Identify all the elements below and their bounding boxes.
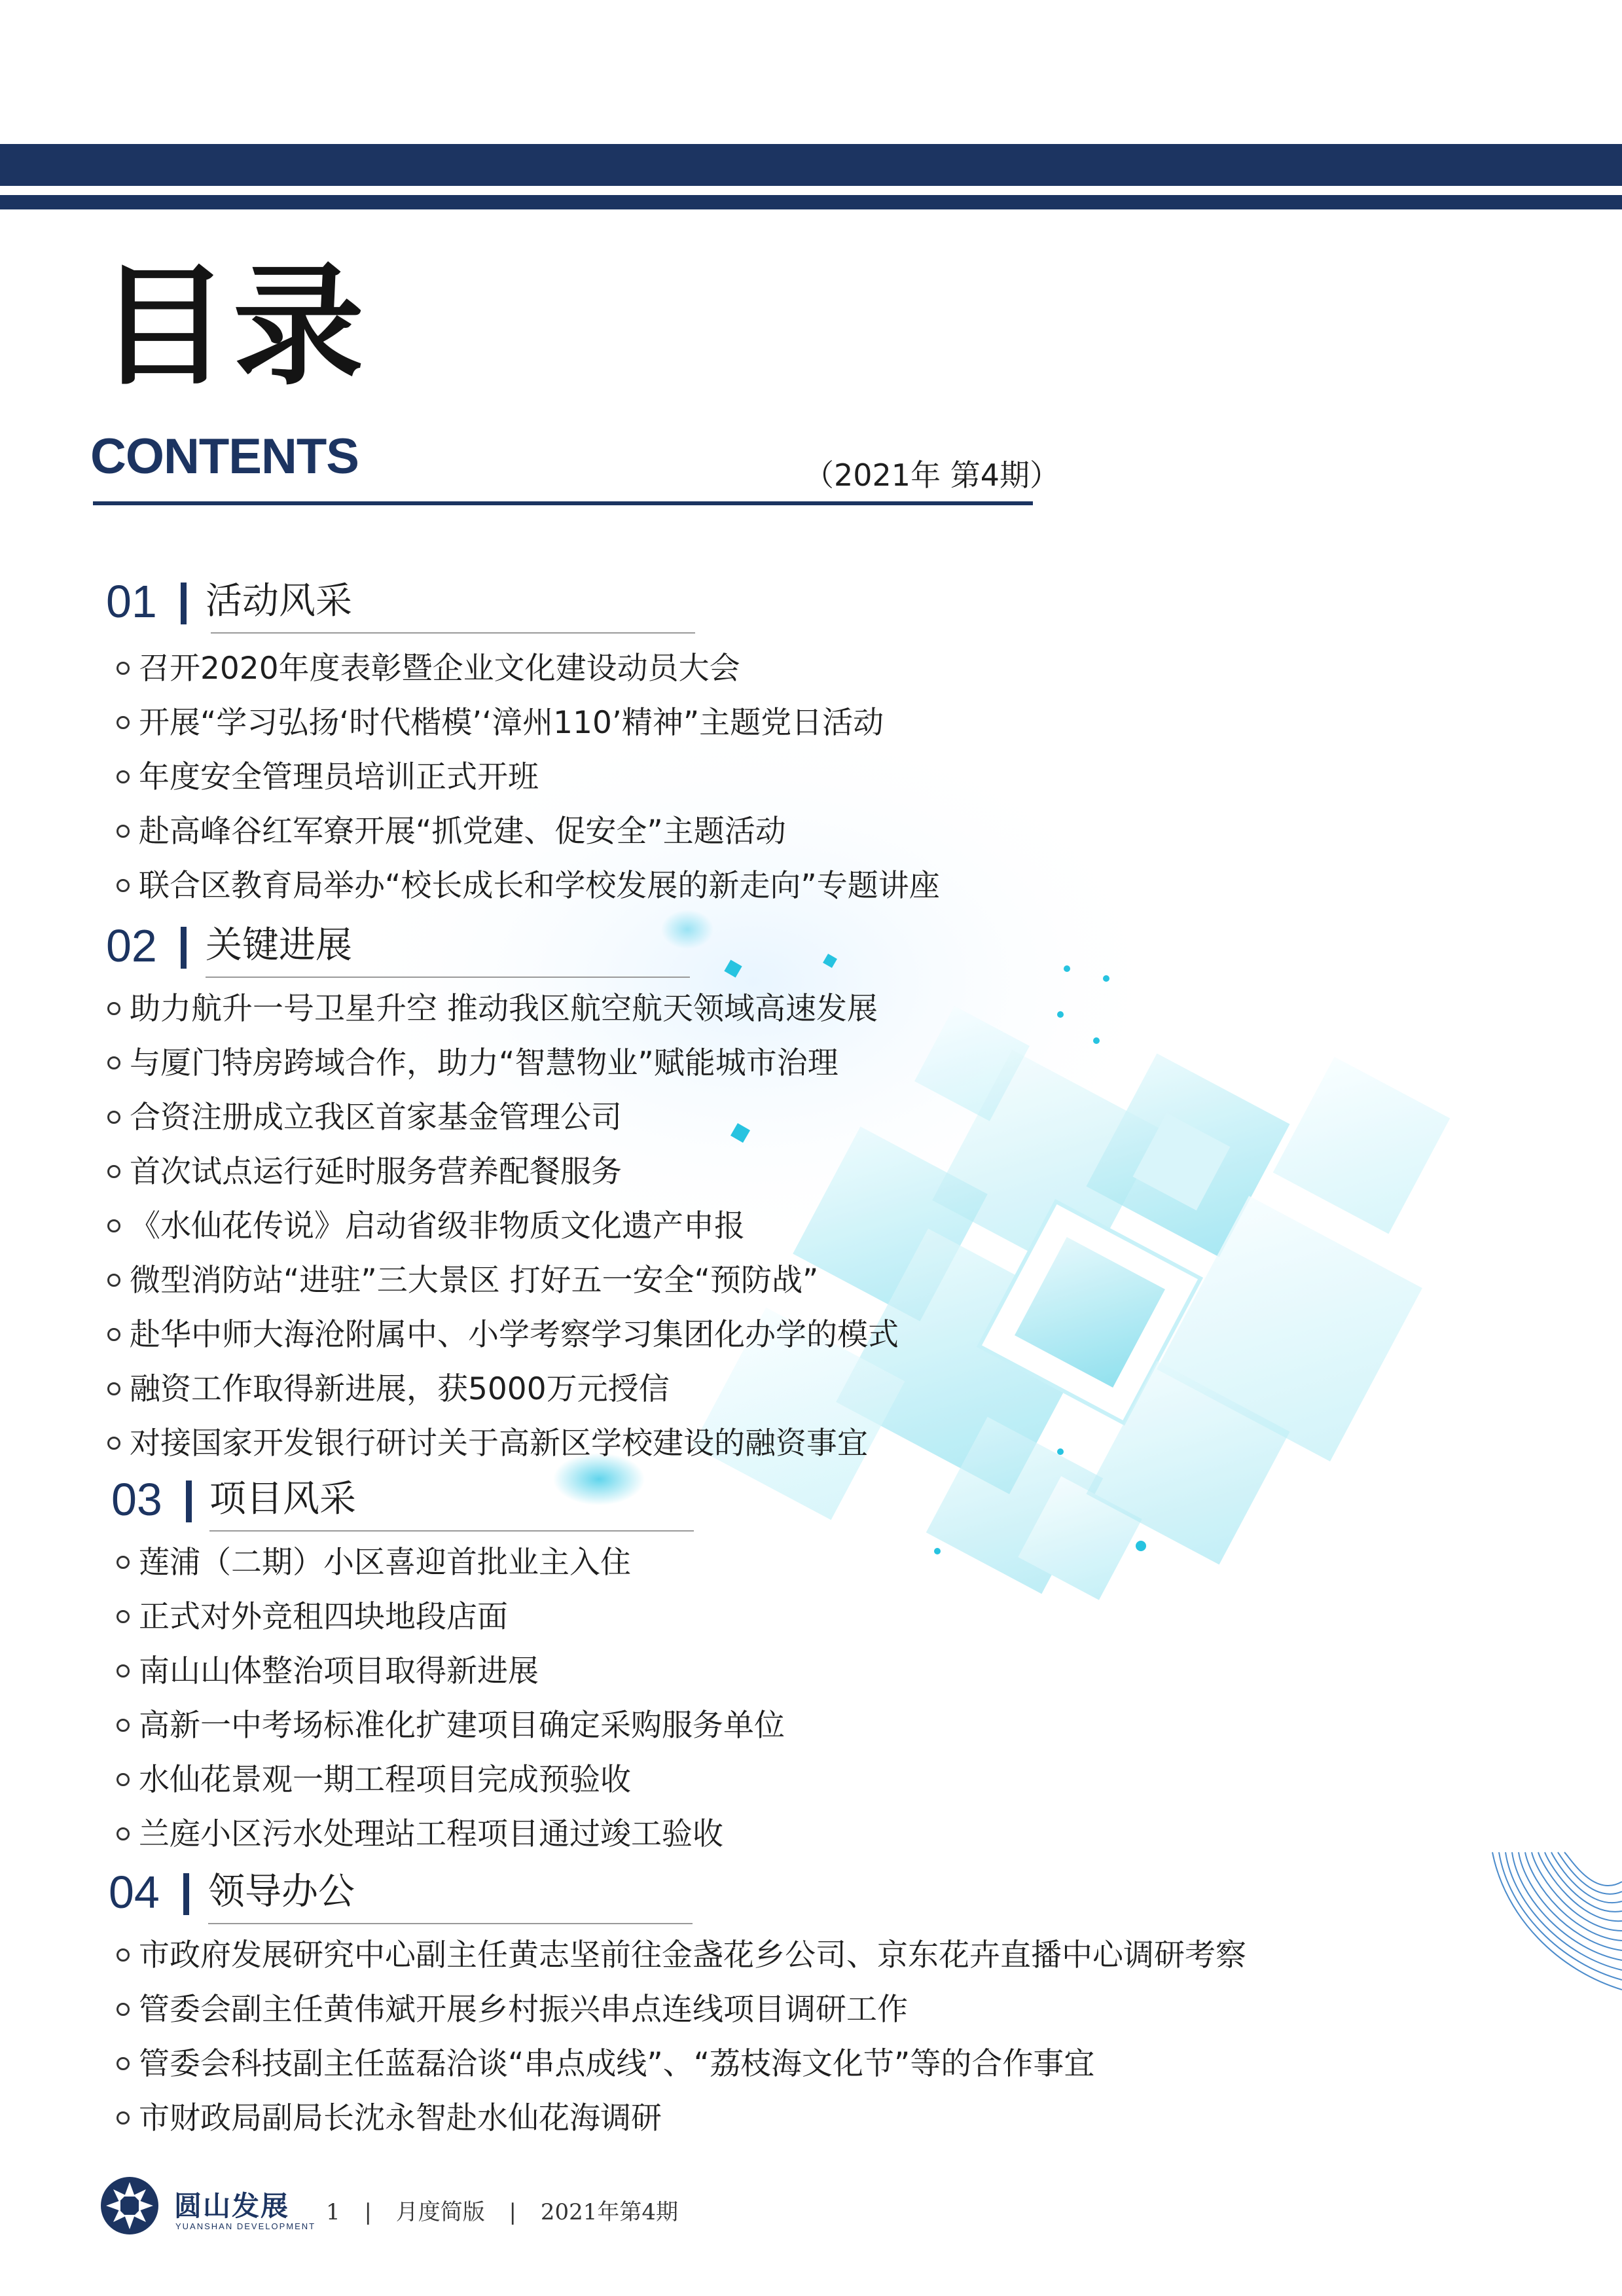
section-bar	[181, 583, 187, 624]
toc-item-label: 兰庭小区污水处理站工程项目通过竣工验收	[139, 1816, 723, 1852]
toc-item-label: 赴高峰谷红军寮开展“抓党建、促安全”主题活动	[139, 814, 786, 850]
toc-item[interactable]	[117, 1936, 1246, 1975]
toc-item-label: 融资工作取得新进展，获5000万元授信	[130, 1371, 670, 1407]
logo-text: 圆山发展	[174, 2190, 290, 2222]
bullet-icon	[117, 1610, 130, 1623]
section-title: 项目风采	[209, 1478, 356, 1520]
toc-item[interactable]	[117, 1652, 539, 1691]
section-rule	[208, 1923, 693, 1924]
toc-item[interactable]	[107, 1424, 868, 1463]
section-number: 03	[111, 1474, 162, 1525]
bullet-icon	[107, 1165, 120, 1178]
bullet-icon	[117, 1773, 130, 1786]
section-number: 01	[106, 576, 157, 627]
header-band-top	[0, 144, 1622, 186]
toc-item[interactable]	[117, 1990, 908, 2030]
toc-item[interactable]	[107, 1316, 899, 1355]
toc-item-label: 对接国家开发银行研讨关于高新区学校建设的融资事宜	[130, 1426, 868, 1462]
footer-issue: 2021年第4期	[540, 2199, 678, 2225]
header-band-bottom	[0, 195, 1622, 209]
footer-info	[326, 2194, 678, 2226]
toc-item[interactable]	[107, 1153, 622, 1192]
section-number: 02	[106, 920, 157, 971]
page-footer	[97, 2173, 817, 2238]
toc-item[interactable]	[117, 2099, 662, 2138]
page-title: 目录	[98, 251, 369, 403]
toc-item-label: 召开2020年度表彰暨企业文化建设动员大会	[139, 651, 740, 687]
bullet-icon	[117, 1556, 130, 1569]
issue-label: （2021年 第4期）	[804, 457, 1060, 493]
section-title: 活动风采	[206, 580, 352, 622]
toc-item[interactable]	[117, 758, 539, 797]
toc-item-label: 赴华中师大海沧附属中、小学考察学习集团化办学的模式	[130, 1317, 899, 1353]
toc-item[interactable]	[107, 990, 878, 1029]
toc-item[interactable]	[117, 812, 786, 852]
section-number: 04	[109, 1867, 160, 1918]
toc-item-label: 管委会科技副主任蓝磊洽谈“串点成线”、“荔枝海文化节”等的合作事宜	[139, 2046, 1095, 2082]
toc-item[interactable]	[117, 1543, 631, 1583]
toc-item-label: 《水仙花传说》启动省级非物质文化遗产申报	[130, 1208, 745, 1244]
toc-item-label: 管委会副主任黄伟斌开展乡村振兴串点连线项目调研工作	[139, 1992, 908, 2028]
toc-item-label: 年度安全管理员培训正式开班	[139, 759, 539, 795]
toc-item[interactable]	[117, 2045, 1094, 2084]
toc-item-label: 南山山体整治项目取得新进展	[139, 1653, 539, 1689]
bullet-icon	[107, 1382, 120, 1395]
toc-item[interactable]	[107, 1207, 745, 1246]
toc-item[interactable]	[107, 1370, 670, 1409]
bullet-icon	[117, 825, 130, 838]
bullet-icon	[117, 1719, 130, 1732]
toc-item-label: 微型消防站“进驻”三大景区 打好五一安全“预防战”	[130, 1263, 819, 1299]
section-bar	[183, 1873, 189, 1915]
section-rule	[206, 977, 690, 978]
toc-item-label: 市财政局副局长沈永智赴水仙花海调研	[139, 2100, 662, 2136]
publication-name: 月度简版	[395, 2199, 485, 2225]
bullet-icon	[117, 1664, 130, 1677]
footer-separator: |	[364, 2199, 372, 2225]
toc-item-label: 合资注册成立我区首家基金管理公司	[130, 1100, 622, 1136]
page-number: 1	[326, 2199, 340, 2225]
bullet-icon	[107, 1274, 120, 1287]
footer-separator: |	[509, 2199, 517, 2225]
toc-item[interactable]	[107, 1098, 622, 1138]
toc-item-label: 首次试点运行延时服务营养配餐服务	[130, 1154, 622, 1190]
section-title: 关键进展	[206, 924, 352, 967]
bullet-icon	[107, 1437, 120, 1450]
bullet-icon	[117, 2003, 130, 2016]
toc-item-label: 莲浦（二期）小区喜迎首批业主入住	[139, 1545, 631, 1581]
bullet-icon	[117, 879, 130, 892]
bullet-icon	[117, 1827, 130, 1840]
section-bar	[181, 927, 187, 969]
toc-item-label: 开展“学习弘扬‘时代楷模’‘漳州110’精神”主题党日活动	[139, 705, 884, 741]
toc-item-label: 正式对外竞租四块地段店面	[139, 1599, 508, 1635]
contents-subtitle: CONTENTS	[90, 429, 359, 484]
toc-item[interactable]	[117, 1598, 508, 1637]
contents-rule	[93, 501, 1033, 505]
toc-item[interactable]	[117, 704, 884, 743]
toc-item[interactable]	[107, 1044, 838, 1083]
bullet-icon	[107, 1328, 120, 1341]
bullet-icon	[117, 1948, 130, 1962]
section-rule	[211, 632, 695, 634]
bullet-icon	[107, 1056, 120, 1069]
section-rule	[209, 1530, 694, 1532]
bullet-icon	[117, 2057, 130, 2070]
bullet-icon	[117, 662, 130, 675]
logo-subtext: YUANSHAN DEVELOPMENT	[175, 2221, 316, 2231]
bullet-icon	[107, 1111, 120, 1124]
toc-item-label: 水仙花景观一期工程项目完成预验收	[139, 1762, 631, 1798]
section-bar	[186, 1480, 192, 1522]
toc-item[interactable]	[117, 1706, 785, 1746]
toc-item[interactable]	[117, 1815, 723, 1854]
toc-item[interactable]	[117, 867, 940, 906]
toc-item-label: 高新一中考场标准化扩建项目确定采购服务单位	[139, 1708, 785, 1744]
section-title: 领导办公	[208, 1871, 355, 1913]
toc-item[interactable]	[107, 1261, 818, 1300]
company-logo-icon	[97, 2173, 162, 2238]
bullet-icon	[117, 2111, 130, 2125]
toc-item[interactable]	[117, 1761, 631, 1800]
toc-item-label: 联合区教育局举办“校长成长和学校发展的新走向”专题讲座	[139, 868, 940, 904]
toc-item-label: 助力航升一号卫星升空 推动我区航空航天领域高速发展	[130, 991, 878, 1027]
bullet-icon	[107, 1002, 120, 1015]
bullet-icon	[117, 716, 130, 729]
toc-item-label: 与厦门特房跨域合作，助力“智慧物业”赋能城市治理	[130, 1045, 838, 1081]
bullet-icon	[107, 1219, 120, 1232]
toc-item-label: 市政府发展研究中心副主任黄志坚前往金盏花乡公司、京东花卉直播中心调研考察	[139, 1937, 1246, 1973]
wave-lines	[1492, 1852, 1622, 1990]
toc-item[interactable]	[117, 649, 740, 689]
bullet-icon	[117, 770, 130, 783]
